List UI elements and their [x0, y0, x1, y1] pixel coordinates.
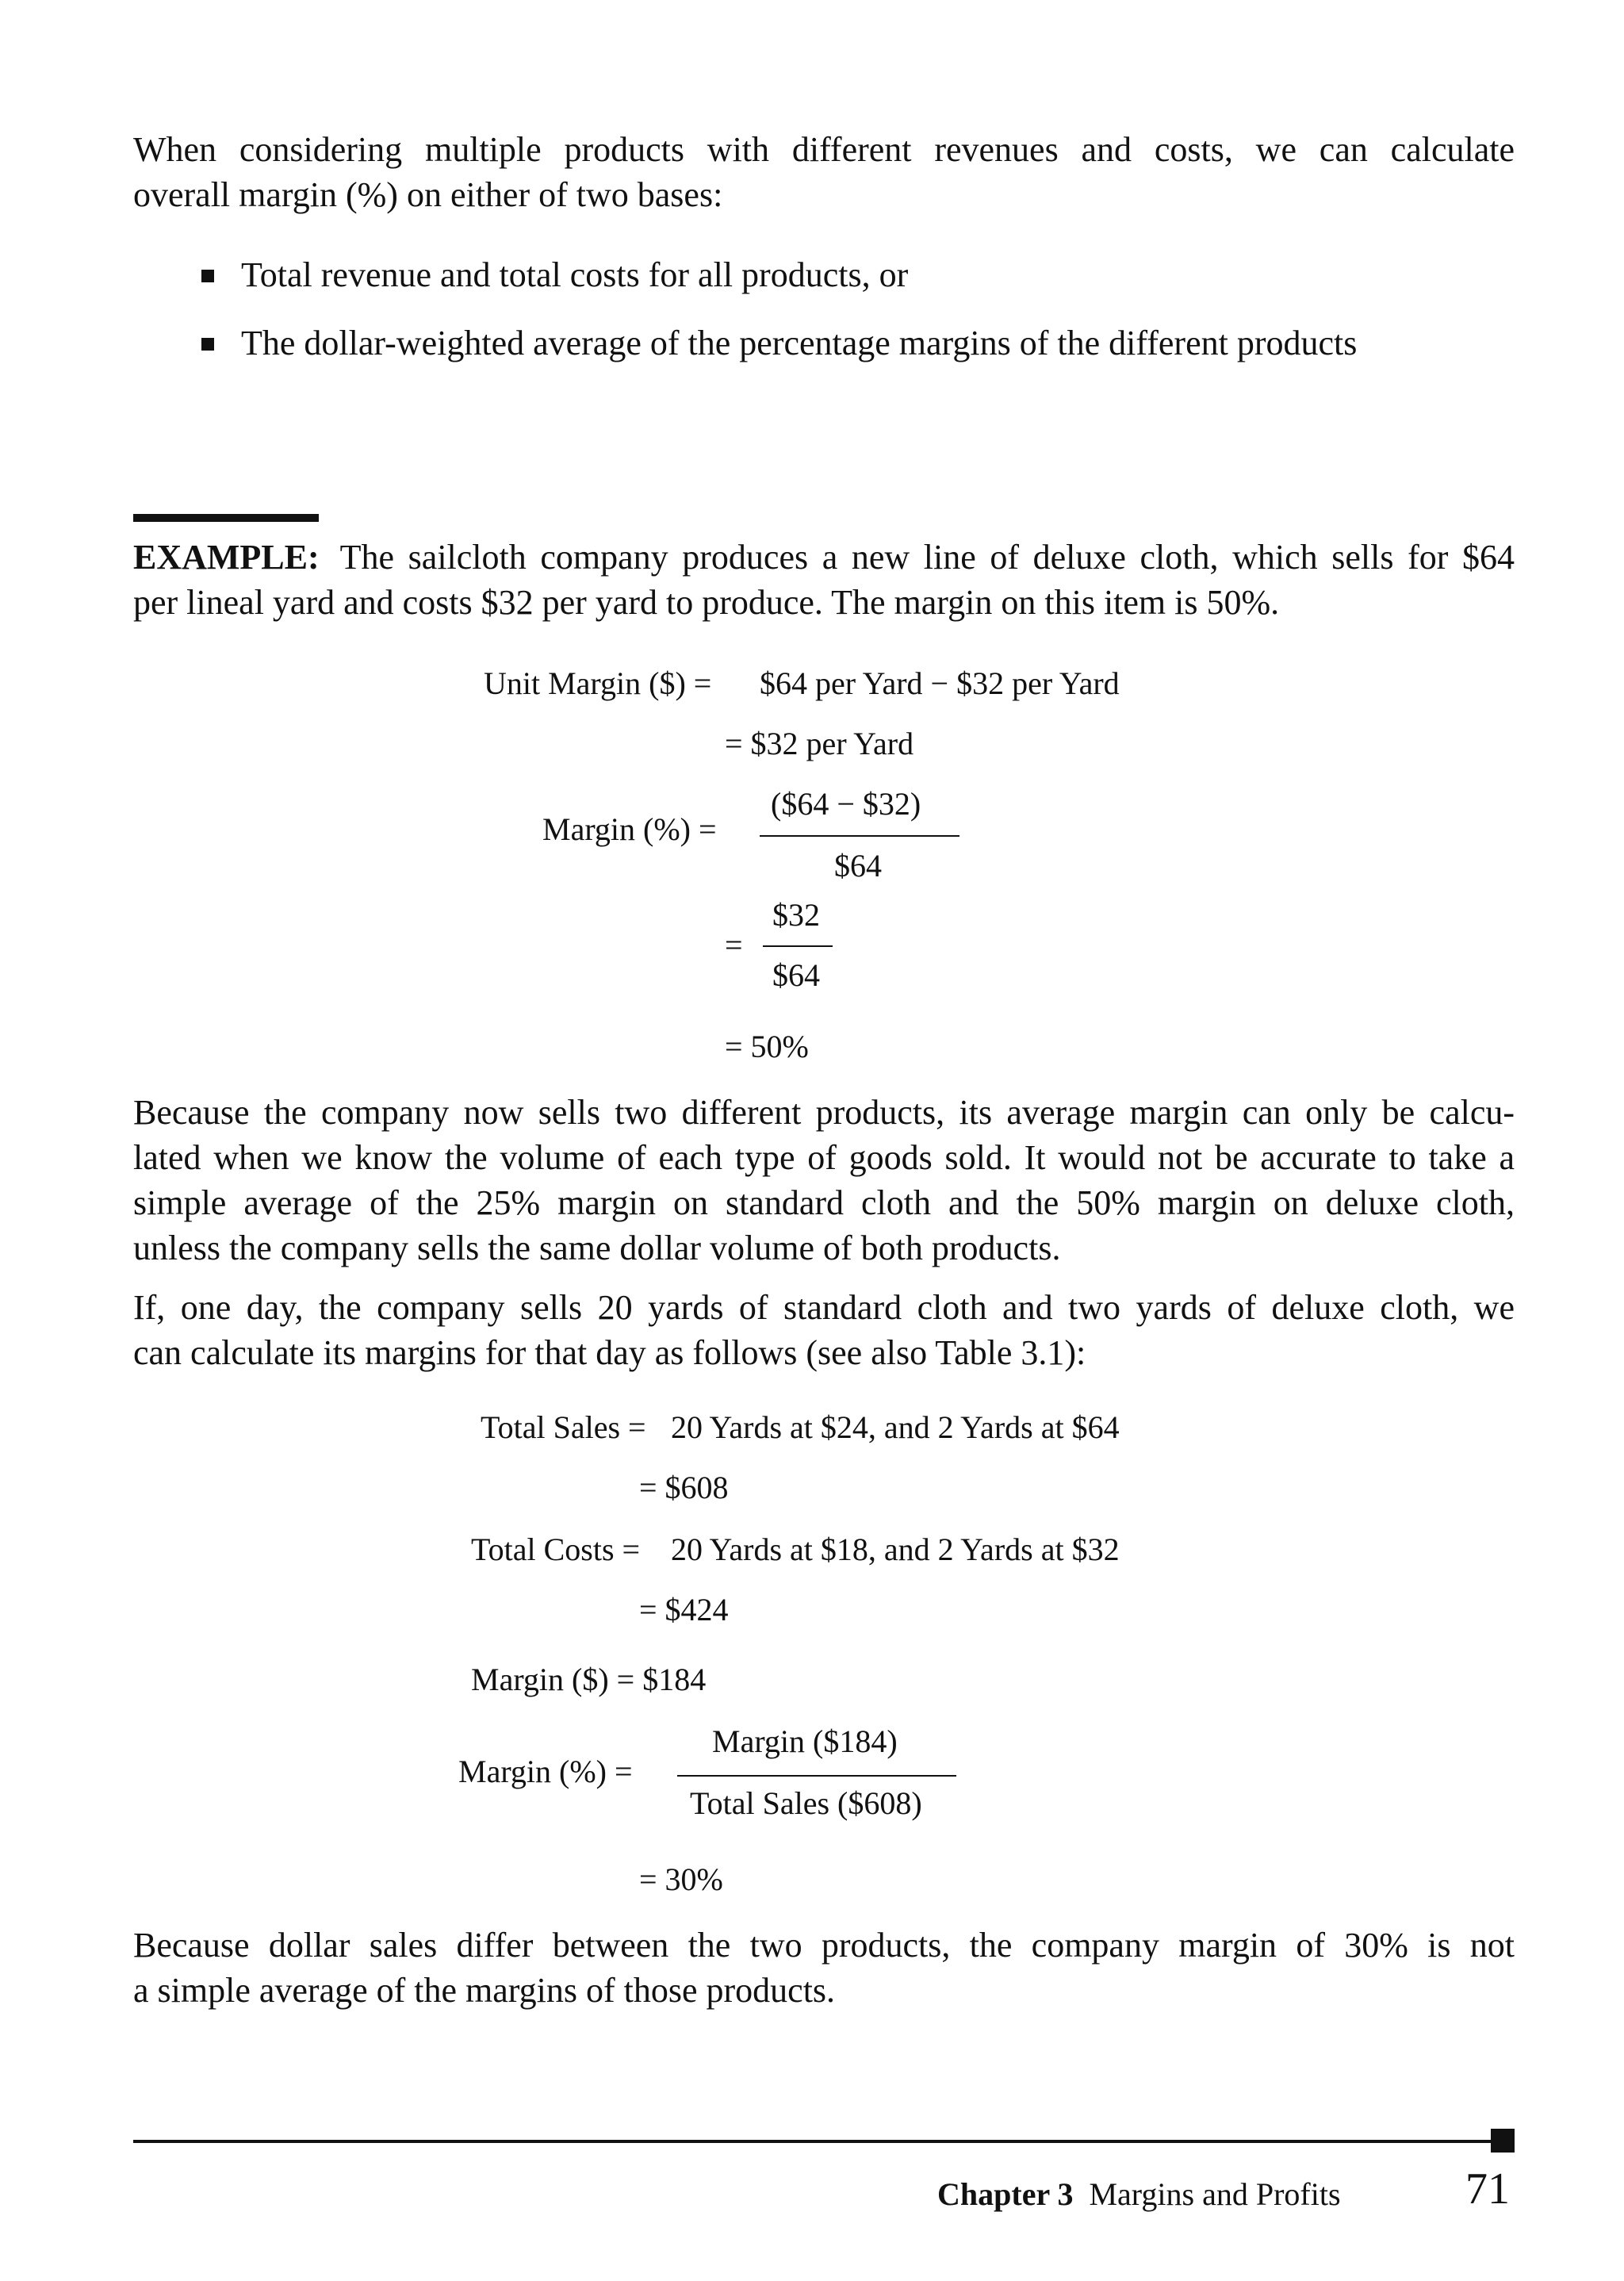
fraction-1-denominator: $64: [834, 848, 882, 884]
fraction-3-numerator: Margin ($184): [712, 1723, 898, 1759]
margin-pct-lhs-2: Margin (%) =: [458, 1754, 633, 1789]
example-label: EXAMPLE:: [133, 538, 320, 577]
bullet-square-icon: [201, 338, 214, 351]
margin-pct-lhs: Margin (%) =: [542, 811, 717, 847]
paragraph-3-line: If, one day, the company sells 20 yards of standard cloth and two yards of deluxe cloth, we: [133, 1288, 1515, 1327]
paragraph-3: [133, 1285, 1515, 1375]
fraction-1-numerator: ($64 − $32): [771, 786, 921, 822]
chapter-number: Chapter 3: [937, 2176, 1074, 2212]
example-paragraph: [133, 535, 1515, 625]
example-line-2: per lineal yard and costs $32 per yard to produce. The margin on this item is 50%.: [133, 583, 1280, 622]
footer-square-icon: [1491, 2129, 1515, 2153]
paragraph-2-line: lated when we know the volume of each type of goods sold. It would not be accurate to take a: [133, 1138, 1515, 1177]
fraction-2-numerator: $32: [772, 897, 820, 933]
unit-margin-result: = $32 per Yard: [725, 726, 914, 761]
total-costs-result: = $424: [639, 1592, 729, 1627]
fraction-3-bar: [677, 1775, 956, 1777]
unit-margin-lhs: Unit Margin ($) =: [484, 665, 712, 701]
paragraph-2-line: Because the company now sells two different products, its average margin can only be calcu-: [133, 1093, 1515, 1132]
bullet-list: [195, 252, 1464, 366]
paragraph-2-line: simple average of the 25% margin on standard cloth and the 50% margin on deluxe cloth,: [133, 1183, 1515, 1222]
intro-line-2: overall margin (%) on either of two bases:: [133, 175, 723, 214]
example-rule: [133, 514, 319, 522]
paragraph-4-line: a simple average of the margins of those products.: [133, 1971, 836, 2010]
margin-result: = 50%: [725, 1029, 809, 1064]
margin-result-2: = 30%: [639, 1861, 723, 1897]
bullet-item: [195, 252, 1464, 297]
fraction-1-bar: [760, 835, 959, 837]
margin-dollar: Margin ($) = $184: [471, 1662, 707, 1697]
paragraph-4-line: Because dollar sales differ between the two products, the company margin of 30% is not: [133, 1926, 1515, 1965]
paragraph-4: [133, 1923, 1515, 2013]
total-sales-lhs: Total Sales =: [481, 1409, 646, 1445]
footer-rule: [133, 2140, 1505, 2143]
total-sales-rhs: 20 Yards at $24, and 2 Yards at $64: [671, 1409, 1120, 1445]
paragraph-3-line: can calculate its margins for that day as follows (see also Table 3.1):: [133, 1333, 1086, 1372]
bullet-square-icon: [201, 270, 214, 282]
unit-margin-rhs: $64 per Yard − $32 per Yard: [760, 665, 1120, 701]
fraction-2-bar: [763, 945, 833, 947]
running-footer: [937, 2175, 1341, 2214]
bullet-item: [195, 320, 1407, 366]
intro-line-1: When considering multiple products with different revenues and costs, we can calculate: [133, 130, 1515, 169]
equals-sign: =: [725, 927, 743, 963]
total-costs-rhs: 20 Yards at $18, and 2 Yards at $32: [671, 1532, 1120, 1567]
total-costs-lhs: Total Costs =: [471, 1532, 641, 1567]
chapter-title: Margins and Profits: [1089, 2176, 1341, 2212]
intro-paragraph: [133, 127, 1515, 217]
example-line-1: EXAMPLE: The sailcloth company produces a new line of deluxe cloth, which sells for $64: [133, 538, 1515, 577]
fraction-2-denominator: $64: [772, 957, 820, 993]
bullet-text: Total revenue and total costs for all products, or: [241, 255, 909, 294]
paragraph-2: [133, 1090, 1515, 1271]
page-number: 71: [1465, 2164, 1510, 2214]
paragraph-2-line: unless the company sells the same dollar volume of both products.: [133, 1229, 1061, 1267]
bullet-text: The dollar-weighted average of the percentage margins of the different products: [241, 324, 1358, 362]
total-sales-result: = $608: [639, 1470, 729, 1505]
fraction-3-denominator: Total Sales ($608): [690, 1785, 922, 1821]
